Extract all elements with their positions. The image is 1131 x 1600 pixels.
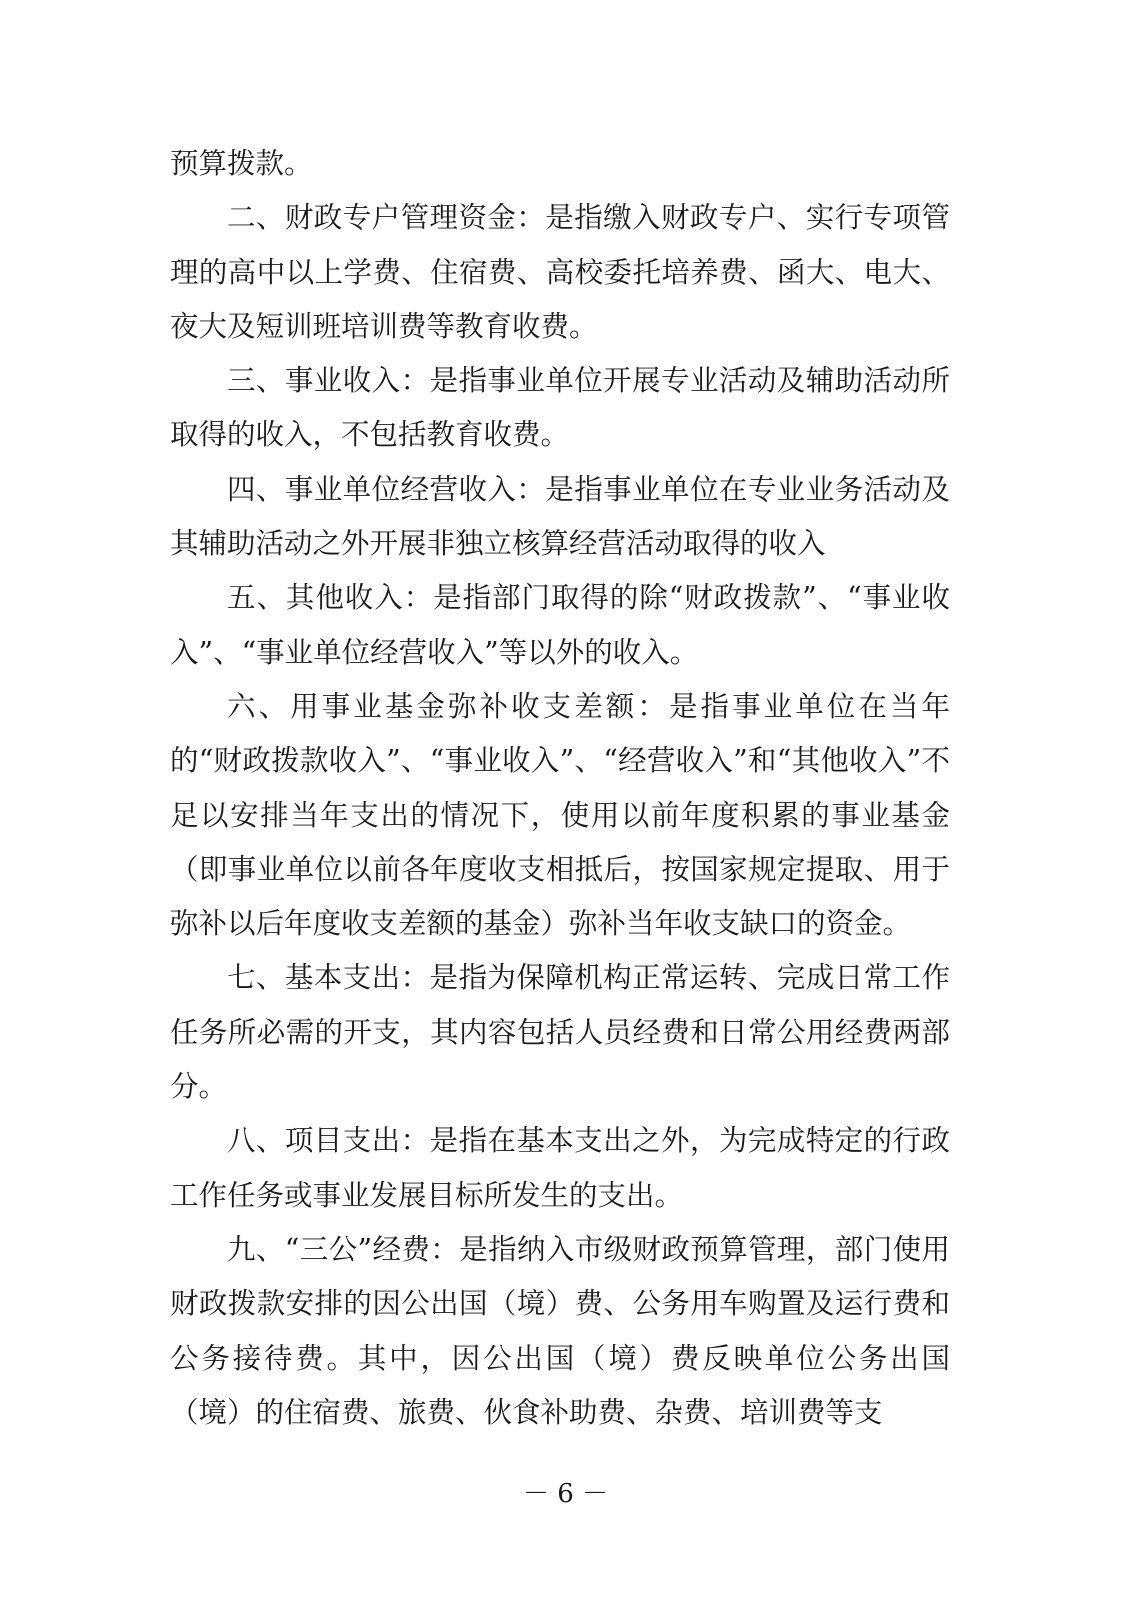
body-text (170, 137, 950, 1440)
paragraph-continuation: 预算拨款。 (170, 147, 313, 180)
paragraph-business-fund: 六、用事业基金弥补收支差额：是指事业单位在当年的“财政拨款收入”、“事业收入”、“经营收入”和“其他收入”不足以安排当年支出的情况下，使用以前年度积累的事业基金（即事业单位以前各年度收支相抵后，按国家规定提取、用于弥补以后年度收支差额的基金）弥补当年收支缺口的资金。 (170, 689, 950, 941)
paragraph-project-expenditure: 八、项目支出：是指在基本支出之外，为完成特定的行政工作任务或事业发展目标所发生的支出。 (170, 1124, 950, 1212)
paragraph-business-income: 三、事业收入：是指事业单位开展专业活动及辅助活动所取得的收入，不包括教育收费。 (170, 364, 950, 452)
paragraph-three-public-expenses: 九、“三公”经费：是指纳入市级财政预算管理，部门使用财政拨款安排的因公出国（境）费、公务用车购置及运行费和公务接待费。其中，因公出国（境）费反映单位公务出国（境）的住宿费、旅费、伙食补助费、杂费、培训费等支 (170, 1232, 950, 1429)
paragraph-other-income: 五、其他收入：是指部门取得的除“财政拨款”、“事业收入”、“事业单位经营收入”等以外的收入。 (170, 581, 950, 669)
paragraph-basic-expenditure: 七、基本支出：是指为保障机构正常运转、完成日常工作任务所必需的开支，其内容包括人员经费和日常公用经费两部分。 (170, 961, 950, 1104)
paragraph-fiscal-special-account: 二、财政专户管理资金：是指缴入财政专户、实行专项管理的高中以上学费、住宿费、高校委托培养费、函大、电大、夜大及短训班培训费等教育收费。 (170, 201, 950, 343)
page-number: － 6 － (522, 1479, 609, 1509)
paragraph-operating-income: 四、事业单位经营收入：是指事业单位在专业业务活动及其辅助活动之外开展非独立核算经营活动取得的收入 (170, 472, 950, 561)
